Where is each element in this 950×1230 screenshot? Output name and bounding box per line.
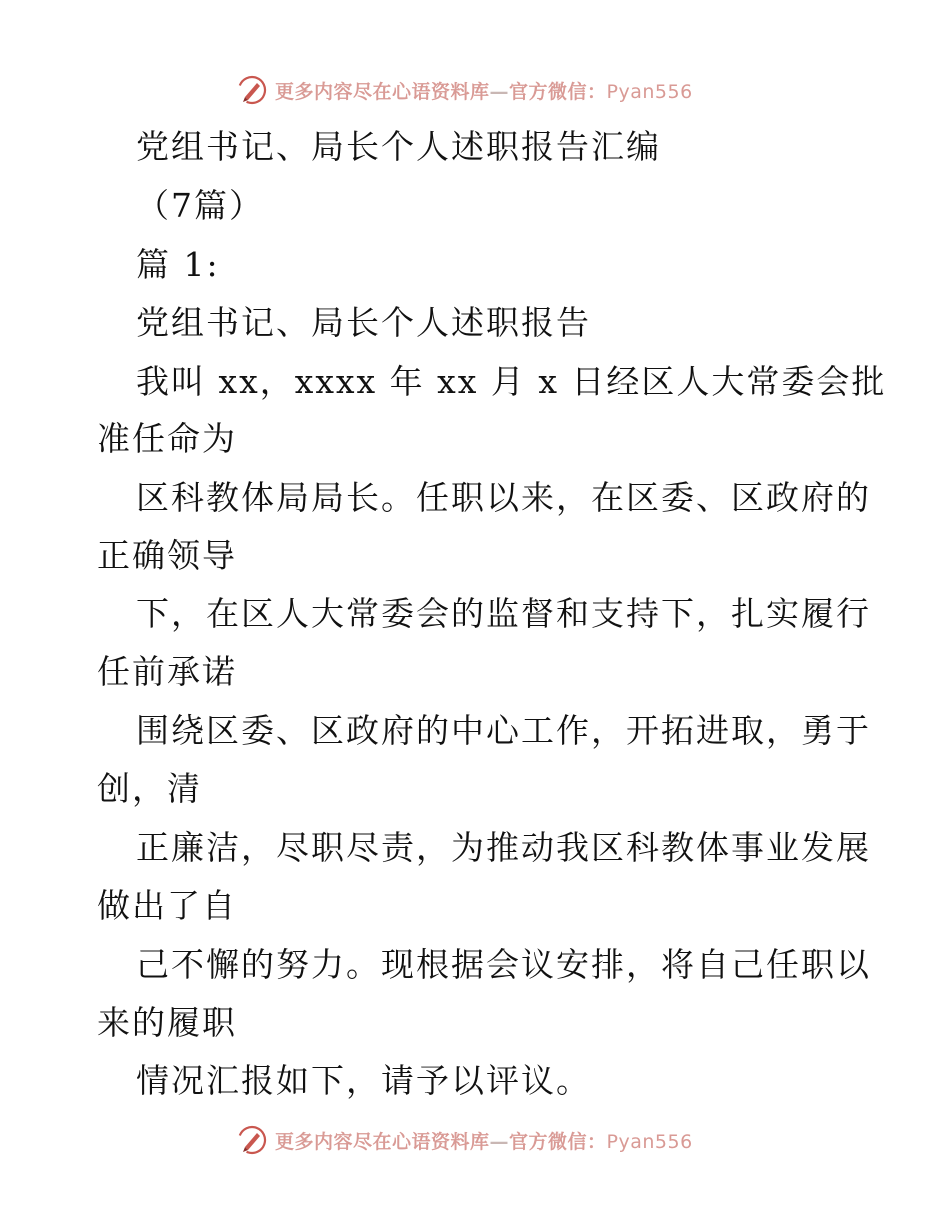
watermark-separator: —	[489, 1130, 510, 1153]
watermark-brand: 更多内容尽在心语资料库	[275, 1130, 490, 1153]
watermark-separator: —	[489, 80, 510, 103]
paragraph-line: 下，在区人大常委会的监督和支持下，扎实履行	[136, 594, 871, 633]
watermark-brand: 更多内容尽在心语资料库	[275, 80, 490, 103]
pen-logo-icon	[235, 1123, 269, 1157]
paragraph-line: 来的履职	[97, 1003, 237, 1042]
watermark-official-label: 官方微信：	[509, 1130, 607, 1153]
paragraph-line: 区科教体局局长。任职以来，在区委、区政府的	[136, 478, 871, 517]
watermark-footer	[235, 1122, 693, 1158]
paragraph-line: 己不懈的努力。现根据会议安排，将自己任职以	[136, 945, 871, 984]
paragraph-line: 围绕区委、区政府的中心工作，开拓进取，勇于	[136, 711, 871, 750]
watermark-official-label: 官方微信：	[509, 80, 607, 103]
paragraph-line: 我叫 xx，xxxx 年 xx 月 x 日经区人大常委会批	[136, 362, 887, 401]
paragraph-line: 正廉洁，尽职尽责，为推动我区科教体事业发展	[136, 828, 871, 867]
watermark-wechat-id: Pyan556	[606, 80, 693, 103]
section-label: 篇 1:	[136, 245, 220, 284]
paragraph-line: 做出了自	[97, 886, 237, 925]
watermark-text	[275, 1127, 693, 1154]
document-title: 党组书记、局长个人述职报告汇编	[136, 127, 661, 166]
paragraph-line: 正确领导	[97, 536, 237, 575]
document-count-note: （7篇）	[136, 186, 264, 225]
watermark-wechat-id: Pyan556	[606, 1130, 693, 1153]
paragraph-line: 创，清	[97, 769, 202, 808]
paragraph-line: 情况汇报如下，请予以评议。	[136, 1061, 591, 1100]
paragraph-line: 准任命为	[97, 419, 237, 458]
pen-logo-icon	[235, 73, 269, 107]
watermark-text	[275, 77, 693, 104]
paragraph-line: 任前承诺	[97, 652, 237, 691]
section-title: 党组书记、局长个人述职报告	[136, 303, 591, 342]
watermark-header	[235, 72, 693, 108]
